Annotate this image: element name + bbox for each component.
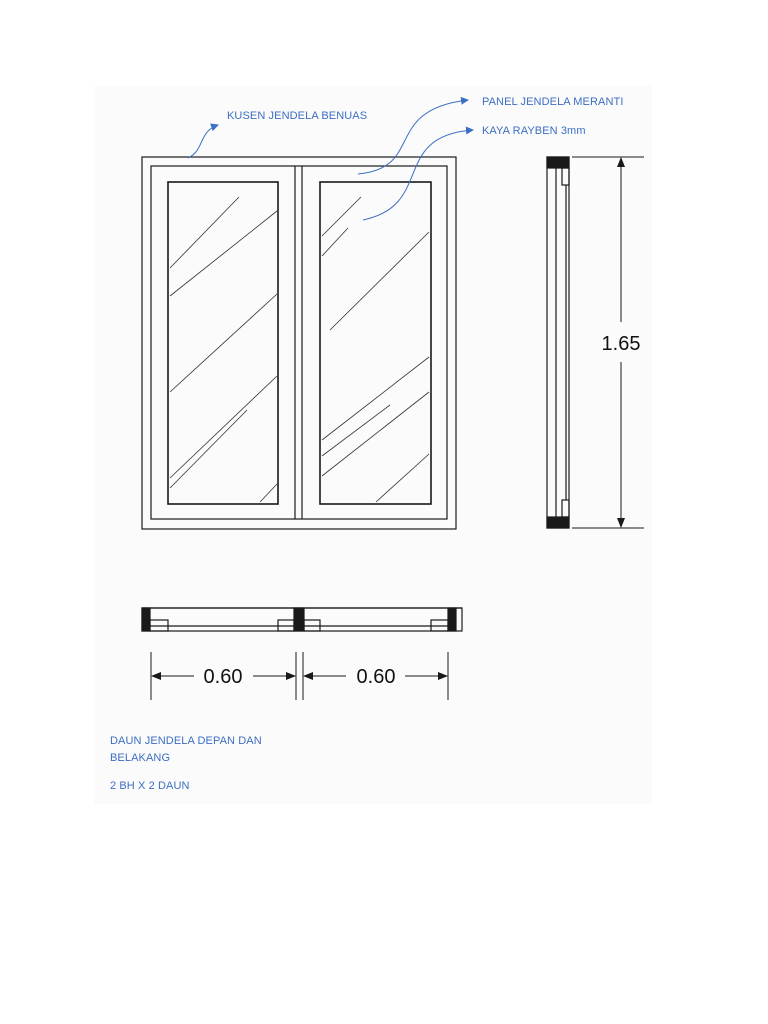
leader-panel <box>358 100 468 174</box>
label-frame: KUSEN JENDELA BENUAS <box>227 110 368 122</box>
dimension-height-value: 1.65 <box>601 333 641 355</box>
label-panel: PANEL JENDELA MERANTI <box>482 96 624 108</box>
note-line-1: DAUN JENDELA DEPAN DAN <box>110 735 262 747</box>
frame-inner <box>151 166 447 519</box>
note-line-3: 2 BH X 2 DAUN <box>110 780 190 792</box>
glass-reflection-hatch <box>170 197 429 502</box>
dimension-width <box>151 652 448 700</box>
label-glass: KAYA RAYBEN 3mm <box>482 125 586 137</box>
frame-outer <box>142 157 456 529</box>
window-elevation <box>142 157 456 529</box>
leader-frame <box>188 125 218 158</box>
glass-right <box>320 182 431 504</box>
window-side-section <box>547 157 569 528</box>
dimension-width-left-value: 0.60 <box>203 666 243 688</box>
window-plan-section <box>142 608 462 631</box>
dimension-width-right-value: 0.60 <box>356 666 396 688</box>
note-line-2: BELAKANG <box>110 752 171 764</box>
